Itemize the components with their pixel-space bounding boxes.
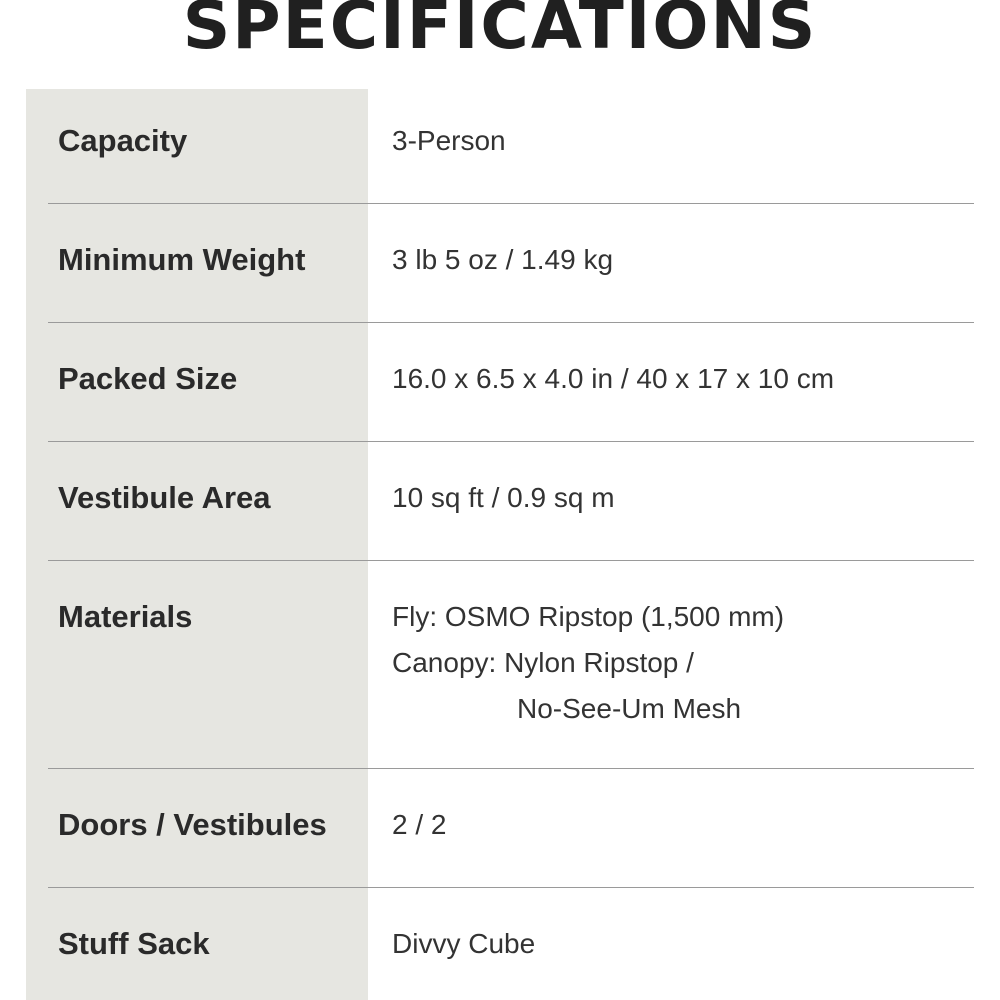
label-column-background	[26, 89, 368, 1000]
spec-value: 3-Person	[392, 125, 506, 156]
spec-value: 16.0 x 6.5 x 4.0 in / 40 x 17 x 10 cm	[392, 363, 835, 394]
divider	[48, 203, 974, 204]
page-title: SPECIFICATIONS	[182, 0, 818, 64]
divider	[48, 322, 974, 323]
divider	[48, 441, 974, 442]
spec-value-multiline	[392, 594, 784, 732]
spec-value: 10 sq ft / 0.9 sq m	[392, 482, 615, 513]
spec-value: 3 lb 5 oz / 1.49 kg	[392, 244, 614, 275]
divider	[48, 887, 974, 888]
spec-value-line: No-See-Um Mesh	[517, 693, 742, 724]
spec-label: Minimum Weight	[58, 242, 306, 277]
spec-value-line: Fly: OSMO Ripstop (1,500 mm)	[392, 601, 785, 632]
divider	[48, 768, 974, 769]
spec-label: Capacity	[58, 123, 188, 158]
spec-label: Stuff Sack	[58, 926, 210, 961]
spec-value: 2 / 2	[392, 809, 447, 840]
spec-label: Doors / Vestibules	[58, 807, 327, 842]
spec-label: Materials	[58, 599, 193, 634]
spec-value-line: Canopy: Nylon Ripstop /	[392, 647, 694, 678]
spec-label: Packed Size	[58, 361, 238, 396]
divider	[48, 560, 974, 561]
spec-value: Divvy Cube	[392, 928, 536, 959]
spec-label: Vestibule Area	[58, 480, 271, 515]
